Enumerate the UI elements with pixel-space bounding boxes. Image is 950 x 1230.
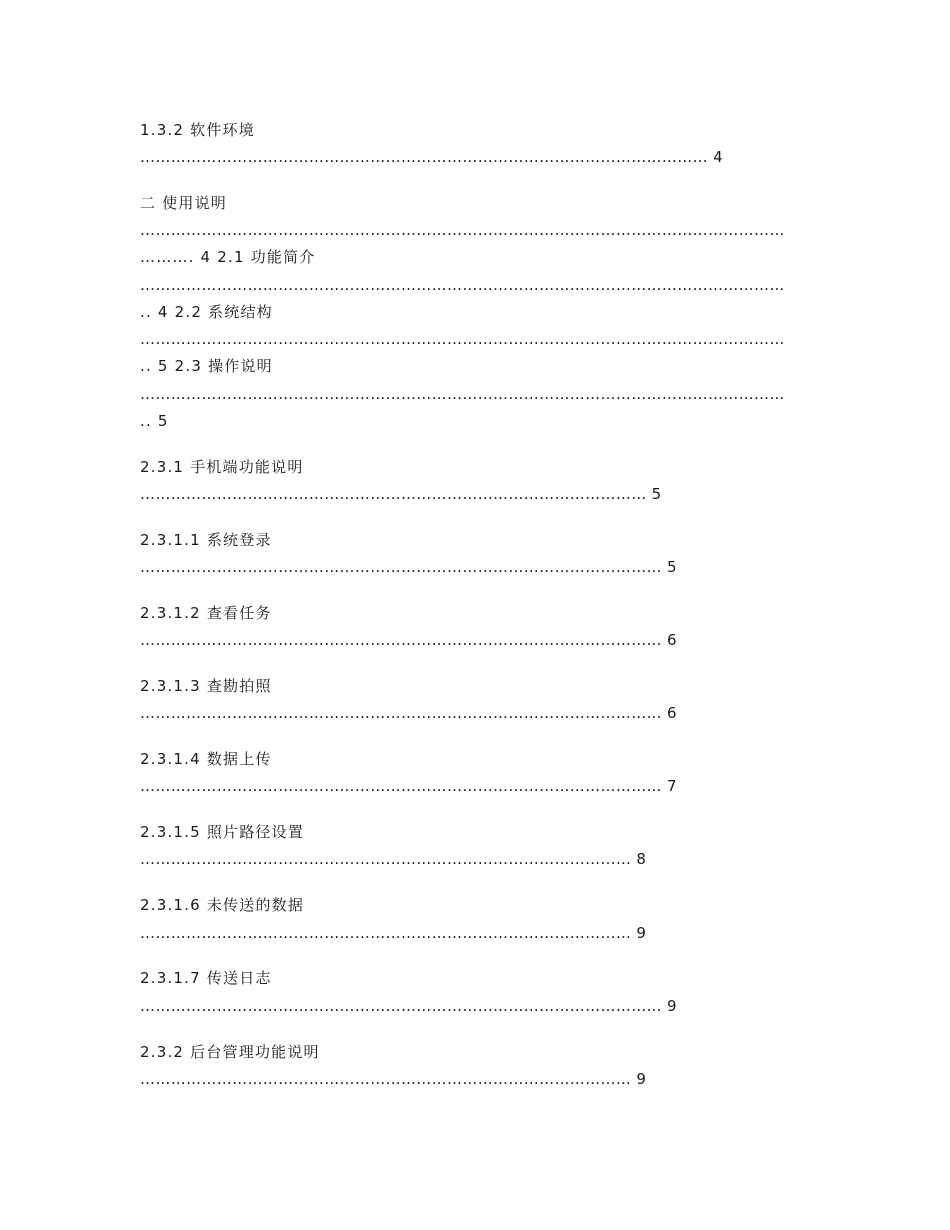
toc-wrapped-line: .. 5 <box>140 412 169 430</box>
toc-leader: ………………………………………………………………………………………… 7 <box>140 777 677 795</box>
toc-heading: 2.3.1.4 数据上传 <box>140 750 272 768</box>
toc-heading: 2.3.1.3 查勘拍照 <box>140 677 272 695</box>
toc-heading: 2.3.1 手机端功能说明 <box>140 458 304 476</box>
toc-wrapped-line: .. 4 2.2 系统结构 <box>140 303 273 321</box>
toc-heading: 2.3.1.5 照片路径设置 <box>140 823 305 841</box>
toc-leader: ……………………………………………………………………………………………………………… <box>140 276 785 294</box>
toc-leader: ……………………………………………………………………………………… 5 <box>140 485 662 503</box>
toc-leader: ……………………………………………………………………………………………………………… <box>140 221 785 239</box>
toc-leader: …………………………………………………………………………………… 9 <box>140 1070 647 1088</box>
toc-leader: ………………………………………………………………………………………… 5 <box>140 558 677 576</box>
toc-leader: ………………………………………………………………………………………… 6 <box>140 631 677 649</box>
toc-wrapped-line: ………. 4 2.1 功能简介 <box>140 248 316 266</box>
toc-leader: ………………………………………………………………………………………………… 4 <box>140 148 723 166</box>
toc-heading: 2.3.1.2 查看任务 <box>140 604 272 622</box>
toc-heading: 二 使用说明 <box>140 194 227 212</box>
toc-wrapped-line: .. 5 2.3 操作说明 <box>140 357 273 375</box>
toc-leader: ………………………………………………………………………………………… 6 <box>140 704 677 722</box>
toc-heading: 2.3.1.7 传送日志 <box>140 969 272 987</box>
toc-leader: …………………………………………………………………………………… 8 <box>140 850 647 868</box>
toc-heading: 2.3.1.6 未传送的数据 <box>140 896 305 914</box>
toc-leader: …………………………………………………………………………………… 9 <box>140 924 647 942</box>
toc-leader: ………………………………………………………………………………………… 9 <box>140 997 677 1015</box>
toc-leader: ……………………………………………………………………………………………………………… <box>140 385 785 403</box>
toc-leader: ……………………………………………………………………………………………………………… <box>140 330 785 348</box>
toc-heading: 2.3.2 后台管理功能说明 <box>140 1043 320 1061</box>
toc-heading: 1.3.2 软件环境 <box>140 121 255 139</box>
toc-heading: 2.3.1.1 系统登录 <box>140 531 272 549</box>
